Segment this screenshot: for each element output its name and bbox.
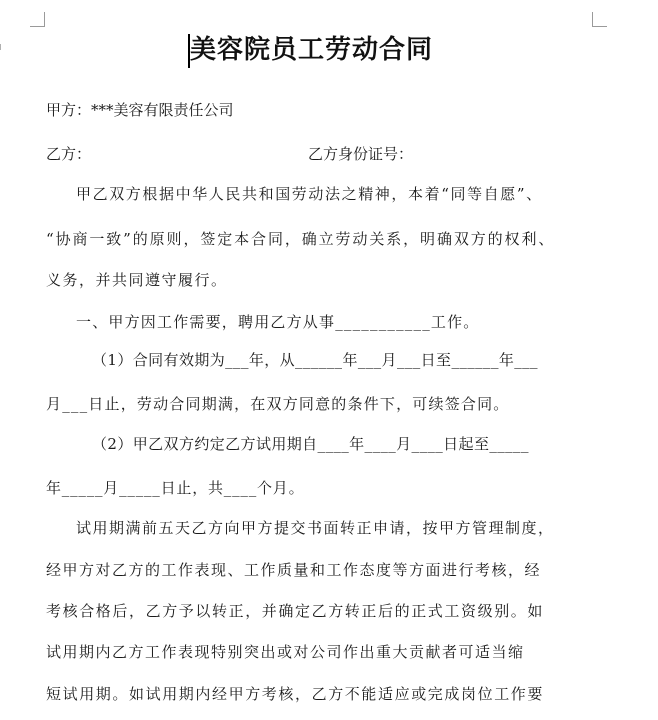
party-b-label[interactable]: 乙方： (46, 145, 92, 163)
clause-1-line[interactable]: 一、甲方因工作需要，聘用乙方从事___________工作。 (76, 313, 480, 331)
party-a-line[interactable]: 甲方：***美容有限责任公司 (46, 101, 234, 119)
term-line-1[interactable]: （1）合同有效期为___年，从______年___月___日至______年___ (92, 351, 538, 369)
crop-mark-top-left (30, 12, 45, 27)
party-b-id-label[interactable]: 乙方身份证号： (308, 145, 414, 163)
intro-line-3[interactable]: 义务，并共同遵守履行。 (46, 271, 228, 289)
intro-line-2[interactable]: “协商一致”的原则，签定本合同，确立劳动关系，明确双方的权利、 (46, 230, 556, 248)
crop-mark-top-right (592, 12, 607, 27)
regularization-line-5[interactable]: 短试用期。如试用期内经甲方考核，乙方不能适应或完成岗位工作要 (46, 685, 545, 703)
document-title[interactable]: 美容院员工劳动合同 (190, 35, 434, 65)
regularization-line-4[interactable]: 试用期内乙方工作表现特别突出或对公司作出重大贡献者可适当缩 (46, 643, 525, 661)
regularization-line-2[interactable]: 经甲方对乙方的工作表现、工作质量和工作态度等方面进行考核，经 (46, 561, 542, 579)
probation-line-2[interactable]: 年_____月_____日止，共____个月。 (46, 479, 305, 497)
regularization-line-1[interactable]: 试用期满前五天乙方向甲方提交书面转正申请，按甲方管理制度， (76, 519, 555, 537)
regularization-line-3[interactable]: 考核合格后，乙方予以转正，并确定乙方转正后的正式工资级别。如 (46, 602, 545, 620)
term-line-2[interactable]: 月___日止，劳动合同期满，在双方同意的条件下，可续签合同。 (46, 395, 510, 413)
probation-line-1[interactable]: （2）甲乙双方约定乙方试用期自____年____月____日起至_____ (92, 435, 529, 453)
margin-tick (0, 44, 5, 50)
intro-line-1[interactable]: 甲乙双方根据中华人民共和国劳动法之精神，本着“同等自愿”、 (76, 185, 543, 203)
